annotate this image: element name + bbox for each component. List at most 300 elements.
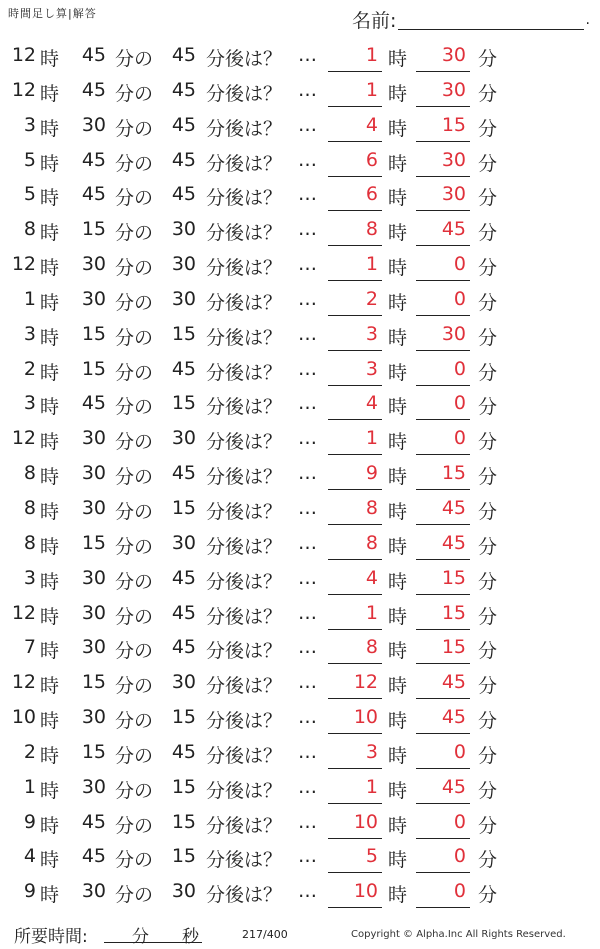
added-minutes: 30 [171, 218, 196, 241]
minutes-after-label: 分後は？ [206, 187, 283, 210]
hour-unit: 時 [40, 82, 60, 105]
minute-of-label: 分の [115, 849, 154, 872]
minute-of-label: 分の [115, 152, 154, 175]
minutes-after-label: 分後は？ [206, 396, 283, 419]
start-minute: 45 [81, 44, 106, 66]
problem-row [0, 874, 600, 909]
hour-unit: 時 [40, 431, 60, 454]
problem-row [0, 491, 600, 526]
answer-minute: 30 [441, 148, 466, 171]
start-hour: 1 [23, 775, 36, 798]
name-field[interactable] [352, 4, 590, 30]
answer-hour-unit: 時 [388, 117, 408, 140]
answer-minute: 45 [441, 218, 466, 241]
minutes-after-label: 分後は？ [206, 152, 283, 175]
minutes-after-label: 分後は？ [206, 326, 283, 349]
minute-of-label: 分の [115, 535, 154, 558]
minute-of-label: 分の [115, 396, 154, 419]
answer-hour: 9 [365, 462, 378, 485]
hour-unit: 時 [40, 326, 60, 349]
answer-minute-unit: 分 [478, 535, 498, 558]
answer-minute-field[interactable] [416, 456, 470, 490]
start-minute: 30 [81, 462, 106, 485]
hour-unit: 時 [40, 48, 60, 70]
start-minute: 45 [81, 392, 106, 415]
answer-minute-unit: 分 [478, 82, 498, 105]
start-hour: 10 [11, 706, 36, 729]
start-hour: 12 [11, 427, 36, 450]
start-hour: 12 [11, 671, 36, 694]
start-hour: 3 [23, 566, 36, 589]
answer-minute-field[interactable] [416, 386, 470, 420]
answer-hour-field[interactable] [328, 421, 382, 455]
answer-minute-field[interactable] [416, 561, 470, 595]
start-hour: 5 [23, 183, 36, 206]
start-hour: 2 [23, 357, 36, 380]
added-minutes: 15 [171, 392, 196, 415]
answer-minute-unit: 分 [478, 675, 498, 698]
answer-hour-unit: 時 [388, 849, 408, 872]
answer-minute: 45 [441, 496, 466, 519]
hour-unit: 時 [40, 257, 60, 280]
start-minute: 45 [81, 183, 106, 206]
answer-hour-field[interactable] [328, 630, 382, 664]
answer-hour-field[interactable] [328, 526, 382, 560]
answer-hour-unit: 時 [388, 814, 408, 837]
answer-minute-unit: 分 [478, 117, 498, 140]
answer-hour-field[interactable] [328, 108, 382, 142]
hour-unit: 時 [40, 361, 60, 384]
answer-hour-unit: 時 [388, 82, 408, 105]
answer-minute-field[interactable] [416, 247, 470, 281]
answer-minute-field[interactable] [416, 526, 470, 560]
answer-hour-field[interactable] [328, 317, 382, 351]
answer-minute-field[interactable] [416, 38, 470, 72]
answer-hour-field[interactable] [328, 247, 382, 281]
ellipsis: … [298, 601, 317, 624]
problem-list [0, 38, 600, 909]
problem-row [0, 700, 600, 735]
answer-hour-unit: 時 [388, 187, 408, 210]
answer-hour-unit: 時 [388, 431, 408, 454]
start-hour: 3 [23, 113, 36, 136]
answer-minute-field[interactable] [416, 805, 470, 839]
answer-hour: 3 [365, 322, 378, 345]
answer-minute: 0 [453, 880, 466, 903]
problem-row [0, 839, 600, 874]
start-hour: 4 [23, 845, 36, 868]
answer-hour-field[interactable] [328, 177, 382, 211]
answer-hour-field[interactable] [328, 561, 382, 595]
start-minute: 30 [81, 880, 106, 903]
sheet-title: 時間足し算|解答 [8, 7, 97, 20]
answer-hour-field[interactable] [328, 73, 382, 107]
ellipsis: … [298, 218, 317, 241]
added-minutes: 30 [171, 531, 196, 554]
minutes-after-label: 分後は？ [206, 361, 283, 384]
answer-hour: 4 [365, 113, 378, 136]
answer-minute-unit: 分 [478, 431, 498, 454]
start-minute: 15 [81, 218, 106, 241]
answer-minute-unit: 分 [478, 640, 498, 663]
answer-hour-field[interactable] [328, 38, 382, 72]
answer-hour-unit: 時 [388, 222, 408, 245]
answer-minute-field[interactable] [416, 73, 470, 107]
answer-minute-unit: 分 [478, 570, 498, 593]
answer-minute-unit: 分 [478, 222, 498, 245]
start-minute: 15 [81, 671, 106, 694]
minutes-after-label: 分後は？ [206, 535, 283, 558]
answer-minute-unit: 分 [478, 396, 498, 419]
start-hour: 5 [23, 148, 36, 171]
answer-hour-unit: 時 [388, 396, 408, 419]
answer-minute-field[interactable] [416, 735, 470, 769]
added-minutes: 45 [171, 148, 196, 171]
ellipsis: … [298, 357, 317, 380]
hour-unit: 時 [40, 814, 60, 837]
answer-minute-field[interactable] [416, 177, 470, 211]
name-label: 名前: [352, 10, 397, 32]
answer-hour-field[interactable] [328, 735, 382, 769]
answer-minute-unit: 分 [478, 326, 498, 349]
start-minute: 45 [81, 148, 106, 171]
hour-unit: 時 [40, 466, 60, 489]
problem-row [0, 143, 600, 178]
answer-minute-unit: 分 [478, 291, 498, 314]
answer-minute: 45 [441, 531, 466, 554]
answer-hour-unit: 時 [388, 535, 408, 558]
minutes-after-label: 分後は？ [206, 570, 283, 593]
start-minute: 30 [81, 253, 106, 276]
answer-minute: 0 [453, 287, 466, 310]
start-minute: 15 [81, 357, 106, 380]
answer-hour: 1 [365, 44, 378, 66]
start-hour: 8 [23, 496, 36, 519]
added-minutes: 15 [171, 810, 196, 833]
start-hour: 3 [23, 322, 36, 345]
hour-unit: 時 [40, 222, 60, 245]
answer-hour: 10 [353, 706, 378, 729]
answer-minute-unit: 分 [478, 779, 498, 802]
start-minute: 15 [81, 531, 106, 554]
added-minutes: 45 [171, 113, 196, 136]
minutes-after-label: 分後は？ [206, 640, 283, 663]
ellipsis: … [298, 810, 317, 833]
name-underline [398, 29, 584, 30]
ellipsis: … [298, 496, 317, 519]
minute-of-label: 分の [115, 361, 154, 384]
hour-unit: 時 [40, 535, 60, 558]
answer-hour-field[interactable] [328, 805, 382, 839]
problem-row [0, 456, 600, 491]
start-hour: 7 [23, 636, 36, 659]
hour-unit: 時 [40, 779, 60, 802]
problem-row [0, 805, 600, 840]
added-minutes: 45 [171, 44, 196, 66]
problem-row [0, 282, 600, 317]
ellipsis: … [298, 113, 317, 136]
answer-hour-field[interactable] [328, 874, 382, 908]
minute-of-label: 分の [115, 884, 154, 907]
answer-hour-field[interactable] [328, 491, 382, 525]
answer-hour-field[interactable] [328, 700, 382, 734]
answer-minute-field[interactable] [416, 282, 470, 316]
answer-minute-field[interactable] [416, 108, 470, 142]
start-hour: 9 [23, 810, 36, 833]
answer-minute-field[interactable] [416, 143, 470, 177]
start-minute: 30 [81, 775, 106, 798]
minute-of-label: 分の [115, 779, 154, 802]
start-minute: 30 [81, 636, 106, 659]
answer-hour-unit: 時 [388, 326, 408, 349]
answer-minute-field[interactable] [416, 596, 470, 630]
answer-hour-field[interactable] [328, 665, 382, 699]
minute-of-label: 分の [115, 82, 154, 105]
added-minutes: 30 [171, 253, 196, 276]
minute-of-label: 分の [115, 257, 154, 280]
answer-hour: 1 [365, 427, 378, 450]
minute-of-label: 分の [115, 48, 154, 70]
answer-minute: 0 [453, 392, 466, 415]
answer-minute: 30 [441, 322, 466, 345]
minutes-after-label: 分後は？ [206, 744, 283, 767]
added-minutes: 45 [171, 78, 196, 101]
minutes-after-label: 分後は？ [206, 82, 283, 105]
ellipsis: … [298, 44, 317, 66]
answer-minute-unit: 分 [478, 744, 498, 767]
page-counter: 217/400 [242, 928, 288, 941]
start-hour: 12 [11, 44, 36, 66]
copyright-notice: Copyright © Alpha.Inc All Rights Reserved. [351, 929, 566, 940]
answer-hour-field[interactable] [328, 839, 382, 873]
start-hour: 8 [23, 462, 36, 485]
start-hour: 8 [23, 531, 36, 554]
answer-minute-field[interactable] [416, 317, 470, 351]
ellipsis: … [298, 287, 317, 310]
answer-minute-field[interactable] [416, 700, 470, 734]
answer-minute-field[interactable] [416, 421, 470, 455]
answer-minute-field[interactable] [416, 665, 470, 699]
minutes-after-label: 分後は？ [206, 814, 283, 837]
ellipsis: … [298, 740, 317, 763]
ellipsis: … [298, 148, 317, 171]
answer-hour: 6 [365, 148, 378, 171]
answer-hour: 10 [353, 810, 378, 833]
answer-hour-unit: 時 [388, 257, 408, 280]
start-hour: 8 [23, 218, 36, 241]
answer-minute-field[interactable] [416, 770, 470, 804]
start-minute: 30 [81, 113, 106, 136]
minute-of-label: 分の [115, 500, 154, 523]
added-minutes: 45 [171, 357, 196, 380]
answer-minute-field[interactable] [416, 352, 470, 386]
problem-row [0, 73, 600, 108]
added-minutes: 15 [171, 706, 196, 729]
minute-of-label: 分の [115, 187, 154, 210]
answer-minute: 0 [453, 845, 466, 868]
answer-hour-unit: 時 [388, 710, 408, 733]
minute-of-label: 分の [115, 117, 154, 140]
answer-hour: 2 [365, 287, 378, 310]
problem-row [0, 630, 600, 665]
ellipsis: … [298, 427, 317, 450]
answer-hour-field[interactable] [328, 386, 382, 420]
minutes-after-label: 分後は？ [206, 500, 283, 523]
answer-minute: 30 [441, 44, 466, 66]
minute-of-label: 分の [115, 814, 154, 837]
answer-hour-field[interactable] [328, 770, 382, 804]
hour-unit: 時 [40, 187, 60, 210]
answer-hour: 6 [365, 183, 378, 206]
answer-minute: 30 [441, 183, 466, 206]
added-minutes: 45 [171, 183, 196, 206]
minutes-after-label: 分後は？ [206, 257, 283, 280]
answer-minute-field[interactable] [416, 212, 470, 246]
answer-hour-unit: 時 [388, 152, 408, 175]
answer-hour: 1 [365, 775, 378, 798]
minute-of-label: 分の [115, 640, 154, 663]
answer-minute: 0 [453, 427, 466, 450]
hour-unit: 時 [40, 605, 60, 628]
problem-row [0, 247, 600, 282]
problem-row [0, 421, 600, 456]
answer-hour: 8 [365, 496, 378, 519]
answer-hour-field[interactable] [328, 143, 382, 177]
minutes-after-label: 分後は？ [206, 675, 283, 698]
answer-minute: 0 [453, 740, 466, 763]
problem-row [0, 561, 600, 596]
problem-row [0, 596, 600, 631]
ellipsis: … [298, 706, 317, 729]
time-required-label: 所要時間: [14, 927, 88, 947]
answer-hour: 4 [365, 392, 378, 415]
start-hour: 9 [23, 880, 36, 903]
minute-of-label: 分の [115, 744, 154, 767]
start-minute: 15 [81, 322, 106, 345]
hour-unit: 時 [40, 117, 60, 140]
minute-of-label: 分の [115, 710, 154, 733]
answer-hour: 8 [365, 636, 378, 659]
answer-hour-field[interactable] [328, 596, 382, 630]
start-minute: 30 [81, 496, 106, 519]
minutes-after-label: 分後は？ [206, 48, 283, 70]
minutes-after-label: 分後は？ [206, 605, 283, 628]
answer-minute-unit: 分 [478, 466, 498, 489]
answer-minute: 45 [441, 671, 466, 694]
problem-row [0, 317, 600, 352]
answer-hour-field[interactable] [328, 456, 382, 490]
answer-minute-field[interactable] [416, 630, 470, 664]
problem-row [0, 177, 600, 212]
start-hour: 2 [23, 740, 36, 763]
answer-minute-unit: 分 [478, 814, 498, 837]
ellipsis: … [298, 78, 317, 101]
answer-minute-unit: 分 [478, 48, 498, 70]
answer-minute-unit: 分 [478, 361, 498, 384]
hour-unit: 時 [40, 849, 60, 872]
answer-minute: 45 [441, 775, 466, 798]
answer-minute: 30 [441, 78, 466, 101]
hour-unit: 時 [40, 291, 60, 314]
problem-row [0, 386, 600, 421]
answer-minute-unit: 分 [478, 849, 498, 872]
ellipsis: … [298, 880, 317, 903]
added-minutes: 45 [171, 566, 196, 589]
start-minute: 30 [81, 601, 106, 624]
answer-hour-unit: 時 [388, 884, 408, 907]
hour-unit: 時 [40, 570, 60, 593]
start-minute: 45 [81, 810, 106, 833]
answer-hour: 12 [353, 671, 378, 694]
answer-minute-field[interactable] [416, 874, 470, 908]
minutes-after-label: 分後は？ [206, 779, 283, 802]
added-minutes: 30 [171, 427, 196, 450]
start-minute: 15 [81, 740, 106, 763]
minutes-after-label: 分後は？ [206, 884, 283, 907]
answer-minute-field[interactable] [416, 491, 470, 525]
answer-hour-unit: 時 [388, 361, 408, 384]
added-minutes: 15 [171, 775, 196, 798]
name-dot: . [585, 12, 590, 28]
start-minute: 30 [81, 566, 106, 589]
minute-of-label: 分の [115, 326, 154, 349]
time-minutes-unit: 分 [132, 927, 149, 947]
start-hour: 1 [23, 287, 36, 310]
added-minutes: 30 [171, 671, 196, 694]
answer-hour-field[interactable] [328, 282, 382, 316]
answer-hour-unit: 時 [388, 640, 408, 663]
answer-minute: 15 [441, 601, 466, 624]
answer-hour-unit: 時 [388, 466, 408, 489]
answer-minute: 45 [441, 706, 466, 729]
hour-unit: 時 [40, 640, 60, 663]
answer-minute: 15 [441, 113, 466, 136]
answer-hour: 5 [365, 845, 378, 868]
added-minutes: 15 [171, 845, 196, 868]
answer-hour-field[interactable] [328, 352, 382, 386]
minute-of-label: 分の [115, 466, 154, 489]
minute-of-label: 分の [115, 291, 154, 314]
problem-row [0, 212, 600, 247]
ellipsis: … [298, 462, 317, 485]
ellipsis: … [298, 531, 317, 554]
minutes-after-label: 分後は？ [206, 710, 283, 733]
minutes-after-label: 分後は？ [206, 222, 283, 245]
ellipsis: … [298, 845, 317, 868]
problem-row [0, 526, 600, 561]
answer-hour-field[interactable] [328, 212, 382, 246]
hour-unit: 時 [40, 152, 60, 175]
answer-hour: 3 [365, 740, 378, 763]
answer-hour-unit: 時 [388, 779, 408, 802]
answer-hour-unit: 時 [388, 291, 408, 314]
minutes-after-label: 分後は？ [206, 466, 283, 489]
ellipsis: … [298, 322, 317, 345]
answer-hour-unit: 時 [388, 744, 408, 767]
answer-minute-unit: 分 [478, 187, 498, 210]
hour-unit: 時 [40, 710, 60, 733]
time-seconds-unit: 秒 [182, 927, 199, 947]
added-minutes: 15 [171, 496, 196, 519]
added-minutes: 45 [171, 636, 196, 659]
minutes-after-label: 分後は？ [206, 849, 283, 872]
answer-hour-unit: 時 [388, 570, 408, 593]
ellipsis: … [298, 253, 317, 276]
start-minute: 30 [81, 427, 106, 450]
problem-row [0, 770, 600, 805]
start-hour: 12 [11, 253, 36, 276]
answer-minute-field[interactable] [416, 839, 470, 873]
